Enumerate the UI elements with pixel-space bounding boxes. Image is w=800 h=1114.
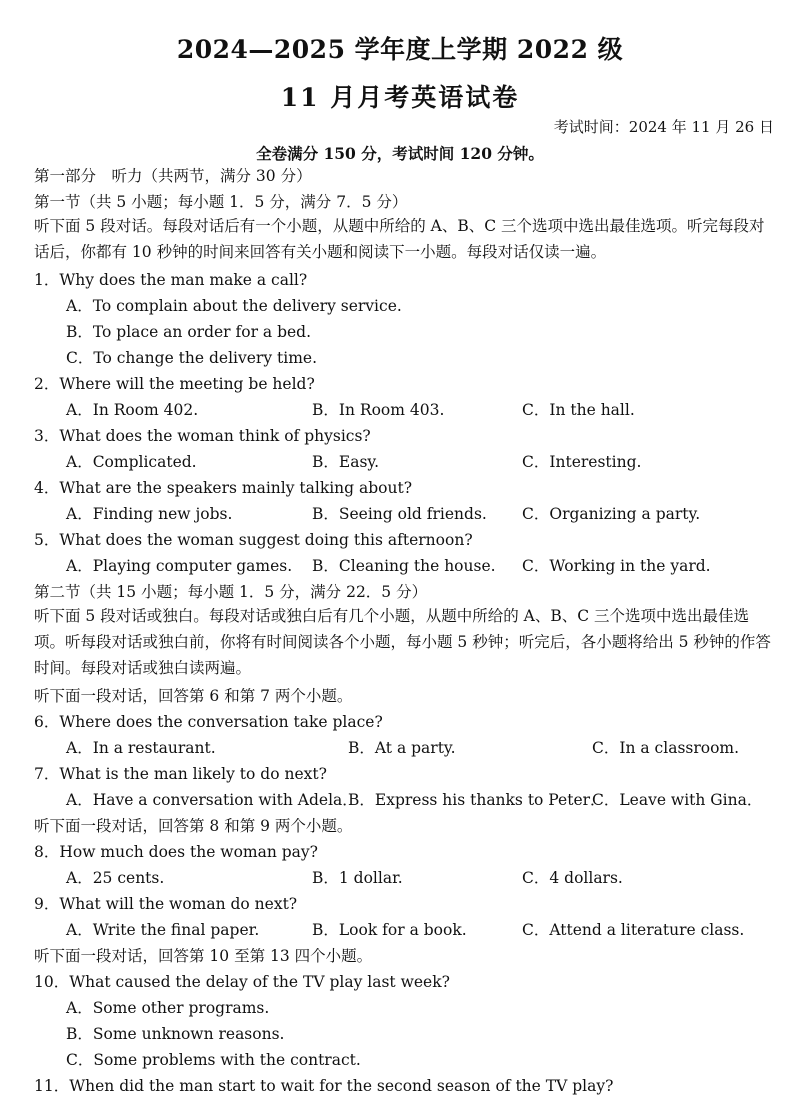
q2-option-b: B．In Room 403. — [312, 401, 445, 419]
question-11: 11．When did the man start to wait for the second season of the TV play? — [34, 1077, 614, 1095]
question-3: 3．What does the woman think of physics? — [34, 427, 371, 445]
question-5: 5．What does the woman suggest doing this afternoon? — [34, 531, 473, 549]
q7-option-b: B．Express his thanks to Peter． — [348, 791, 606, 809]
exam-title-line2: 11 月月考英语试卷 — [280, 83, 520, 112]
q2-option-c: C．In the hall. — [522, 401, 635, 419]
q3-option-c: C．Interesting. — [522, 453, 642, 471]
dialog-intro-6-7: 听下面一段对话，回答第 6 和第 7 两个小题。 — [34, 687, 353, 705]
q9-option-c: C．Attend a literature class. — [522, 921, 745, 939]
section2-heading: 第二节（共 15 小题；每小题 1．5 分，满分 22．5 分） — [34, 583, 428, 601]
q8-option-c: C．4 dollars. — [522, 869, 623, 887]
q4-option-b: B．Seeing old friends. — [312, 505, 487, 523]
score-note: 全卷满分 150 分，考试时间 120 分钟。 — [256, 144, 544, 163]
q5-option-a: A．Playing computer games. — [66, 557, 293, 575]
question-4: 4．What are the speakers mainly talking about? — [34, 479, 413, 497]
question-1: 1．Why does the man make a call? — [34, 271, 308, 289]
dialog-intro-10-13: 听下面一段对话，回答第 10 至第 13 四个小题。 — [34, 947, 373, 965]
q4-option-a: A．Finding new jobs. — [66, 505, 233, 523]
section1-heading: 第一节（共 5 小题；每小题 1．5 分，满分 7．5 分） — [34, 193, 408, 211]
q9-option-a: A．Write the final paper. — [66, 921, 260, 939]
exam-title-line1: 2024—2025 学年度上学期 2022 级 — [176, 35, 624, 64]
question-9: 9．What will the woman do next? — [34, 895, 298, 913]
q8-option-a: A．25 cents. — [66, 869, 165, 887]
q10-option-a: A．Some other programs. — [66, 999, 270, 1017]
question-6: 6．Where does the conversation take place? — [34, 713, 383, 731]
dialog-intro-8-9: 听下面一段对话，回答第 8 和第 9 两个小题。 — [34, 817, 353, 835]
question-8: 8．How much does the woman pay? — [34, 843, 318, 861]
part1-heading: 第一部分 听力（共两节，满分 30 分） — [34, 167, 312, 185]
q1-option-b: B．To place an order for a bed. — [66, 323, 312, 341]
q1-option-c: C．To change the delivery time. — [66, 349, 317, 367]
question-2: 2．Where will the meeting be held? — [34, 375, 315, 393]
q4-option-c: C．Organizing a party. — [522, 505, 701, 523]
q5-option-c: C．Working in the yard. — [522, 557, 711, 575]
question-10: 10．What caused the delay of the TV play last week? — [34, 973, 450, 991]
q3-option-b: B．Easy. — [312, 453, 380, 471]
q10-option-b: B．Some unknown reasons. — [66, 1025, 285, 1043]
q10-option-c: C．Some problems with the contract. — [66, 1051, 361, 1069]
q8-option-b: B．1 dollar. — [312, 869, 403, 887]
q7-option-c: C．Leave with Gina． — [592, 791, 763, 809]
q6-option-c: C．In a classroom. — [592, 739, 740, 757]
q6-option-b: B．At a party. — [348, 739, 456, 757]
q6-option-a: A．In a restaurant. — [66, 739, 216, 757]
exam-time: 考试时间：2024 年 11 月 26 日 — [553, 118, 774, 136]
q9-option-b: B．Look for a book. — [312, 921, 467, 939]
section2-instructions: 听下面 5 段对话或独白。每段对话或独白后有几个小题，从题中所给的 A、B、C 三个选项中选出最佳选项。听每段对话或独白前，你将有时间阅读各个小题，每小题 5 秒钟；听完后，各小题将给出 5 秒钟的作答时间。每段对话或独白读两遍。 — [34, 607, 771, 677]
question-7: 7．What is the man likely to do next? — [34, 765, 327, 783]
q5-option-b: B．Cleaning the house. — [312, 557, 496, 575]
q2-option-a: A．In Room 402. — [66, 401, 199, 419]
q3-option-a: A．Complicated. — [66, 453, 197, 471]
q1-option-a: A．To complain about the delivery service. — [66, 297, 402, 315]
section1-instructions: 听下面 5 段对话。每段对话后有一个小题，从题中所给的 A、B、C 三个选项中选出最佳选项。听完每段对话后，你都有 10 秒钟的时间来回答有关小题和阅读下一小题。每段对话仅读一遍。 — [34, 217, 765, 261]
q7-option-a: A．Have a conversation with Adela． — [66, 791, 358, 809]
